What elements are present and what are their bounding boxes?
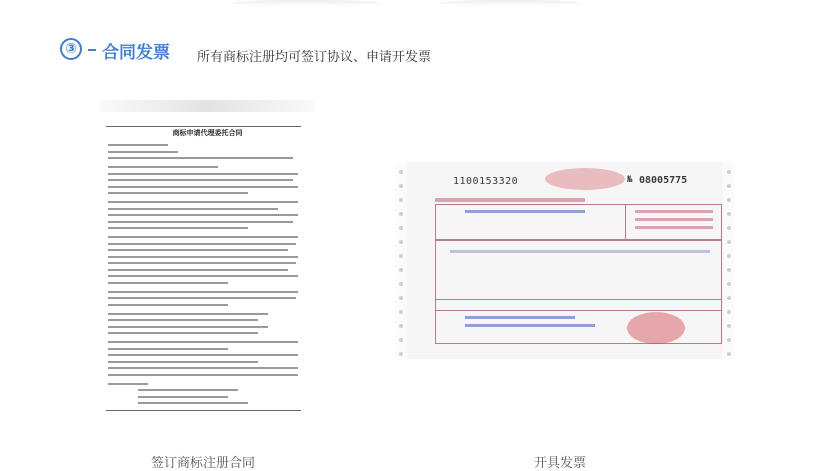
document-text-line — [108, 291, 298, 293]
document-text-line — [108, 243, 296, 245]
contract-title: 商标申请代理委托合同 — [172, 129, 243, 137]
document-text-line — [108, 383, 148, 385]
invoice-caption: 开具发票 — [534, 456, 587, 471]
document-text-line — [108, 367, 298, 369]
document-text-line — [108, 326, 268, 328]
document-text-line — [108, 192, 248, 194]
document-text-line — [108, 319, 258, 321]
document-text-line — [108, 179, 293, 181]
feed-hole — [727, 198, 731, 202]
document-text-line — [108, 214, 298, 216]
top-shadow-left — [230, 0, 380, 6]
feed-hole — [727, 338, 731, 342]
document-text-line — [108, 304, 228, 306]
invoice-cipher-text-2 — [635, 218, 713, 221]
invoice-left-strip — [395, 162, 407, 359]
feed-hole — [399, 212, 403, 216]
feed-hole — [727, 296, 731, 300]
document-text-line — [108, 227, 248, 229]
invoice-header-bar — [435, 198, 585, 202]
feed-hole — [399, 324, 403, 328]
invoice-buyer-line — [465, 210, 585, 213]
feed-hole — [399, 352, 403, 356]
feed-hole — [727, 254, 731, 258]
document-top-band — [100, 100, 315, 112]
document-text-line — [108, 186, 298, 188]
top-shadow-right — [440, 0, 580, 6]
step-number-badge: ③ — [60, 38, 82, 60]
document-text-line — [108, 282, 228, 284]
document-text-line — [108, 262, 296, 264]
invoice-number: 08005775 — [639, 175, 688, 186]
feed-hole — [399, 282, 403, 286]
feed-hole — [727, 226, 731, 230]
document-text-line — [108, 374, 298, 376]
document-text-line — [108, 361, 258, 363]
feed-hole — [399, 226, 403, 230]
section-subtitle: 所有商标注册均可签订协议、申请开发票 — [197, 50, 432, 65]
feed-hole — [399, 254, 403, 258]
document-text-line — [108, 166, 218, 168]
document-text-line — [138, 402, 248, 404]
document-text-line — [108, 354, 298, 356]
document-text-line — [108, 157, 293, 159]
feed-hole — [727, 324, 731, 328]
invoice-seller-line — [465, 316, 575, 319]
invoice-image — [395, 162, 735, 359]
document-text-line — [108, 236, 298, 238]
feed-hole — [727, 268, 731, 272]
feed-hole — [399, 268, 403, 272]
document-text-line — [108, 348, 228, 350]
feed-hole — [399, 296, 403, 300]
document-bottom-rule — [106, 410, 301, 411]
invoice-item-line — [450, 250, 710, 253]
section-title: 合同发票 — [102, 43, 170, 63]
feed-hole — [727, 212, 731, 216]
title-dash — [88, 49, 96, 51]
document-text-line — [108, 269, 288, 271]
feed-hole — [727, 170, 731, 174]
invoice-seller-line-2 — [465, 324, 595, 327]
feed-hole — [727, 240, 731, 244]
contract-document-image — [100, 100, 315, 418]
document-text-line — [108, 151, 178, 153]
document-text-line — [108, 275, 298, 277]
feed-hole — [399, 310, 403, 314]
document-text-line — [108, 208, 278, 210]
document-text-line — [108, 249, 288, 251]
document-text-line — [138, 389, 238, 391]
document-top-rule — [106, 126, 301, 127]
invoice-no-label: № — [627, 175, 633, 185]
invoice-seal-stamp — [627, 312, 685, 344]
feed-hole — [399, 240, 403, 244]
document-text-line — [108, 341, 298, 343]
invoice-cipher-text — [635, 210, 713, 213]
document-text-line — [138, 396, 228, 398]
document-text-line — [108, 297, 296, 299]
document-text-line — [108, 313, 268, 315]
invoice-cipher-text-3 — [635, 226, 713, 229]
document-text-line — [108, 332, 258, 334]
feed-hole — [727, 310, 731, 314]
feed-hole — [727, 282, 731, 286]
feed-hole — [727, 352, 731, 356]
invoice-items-table — [435, 240, 722, 300]
contract-caption: 签订商标注册合同 — [151, 456, 256, 471]
document-text-line — [108, 221, 293, 223]
feed-hole — [727, 184, 731, 188]
document-text-line — [108, 144, 168, 146]
invoice-code: 1100153320 — [453, 176, 519, 187]
document-text-line — [108, 173, 298, 175]
feed-hole — [399, 198, 403, 202]
feed-hole — [399, 170, 403, 174]
feed-hole — [399, 338, 403, 342]
document-text-line — [108, 256, 298, 258]
document-text-line — [108, 201, 298, 203]
invoice-title-stamp — [545, 168, 625, 190]
feed-hole — [399, 184, 403, 188]
invoice-right-strip — [723, 162, 735, 359]
